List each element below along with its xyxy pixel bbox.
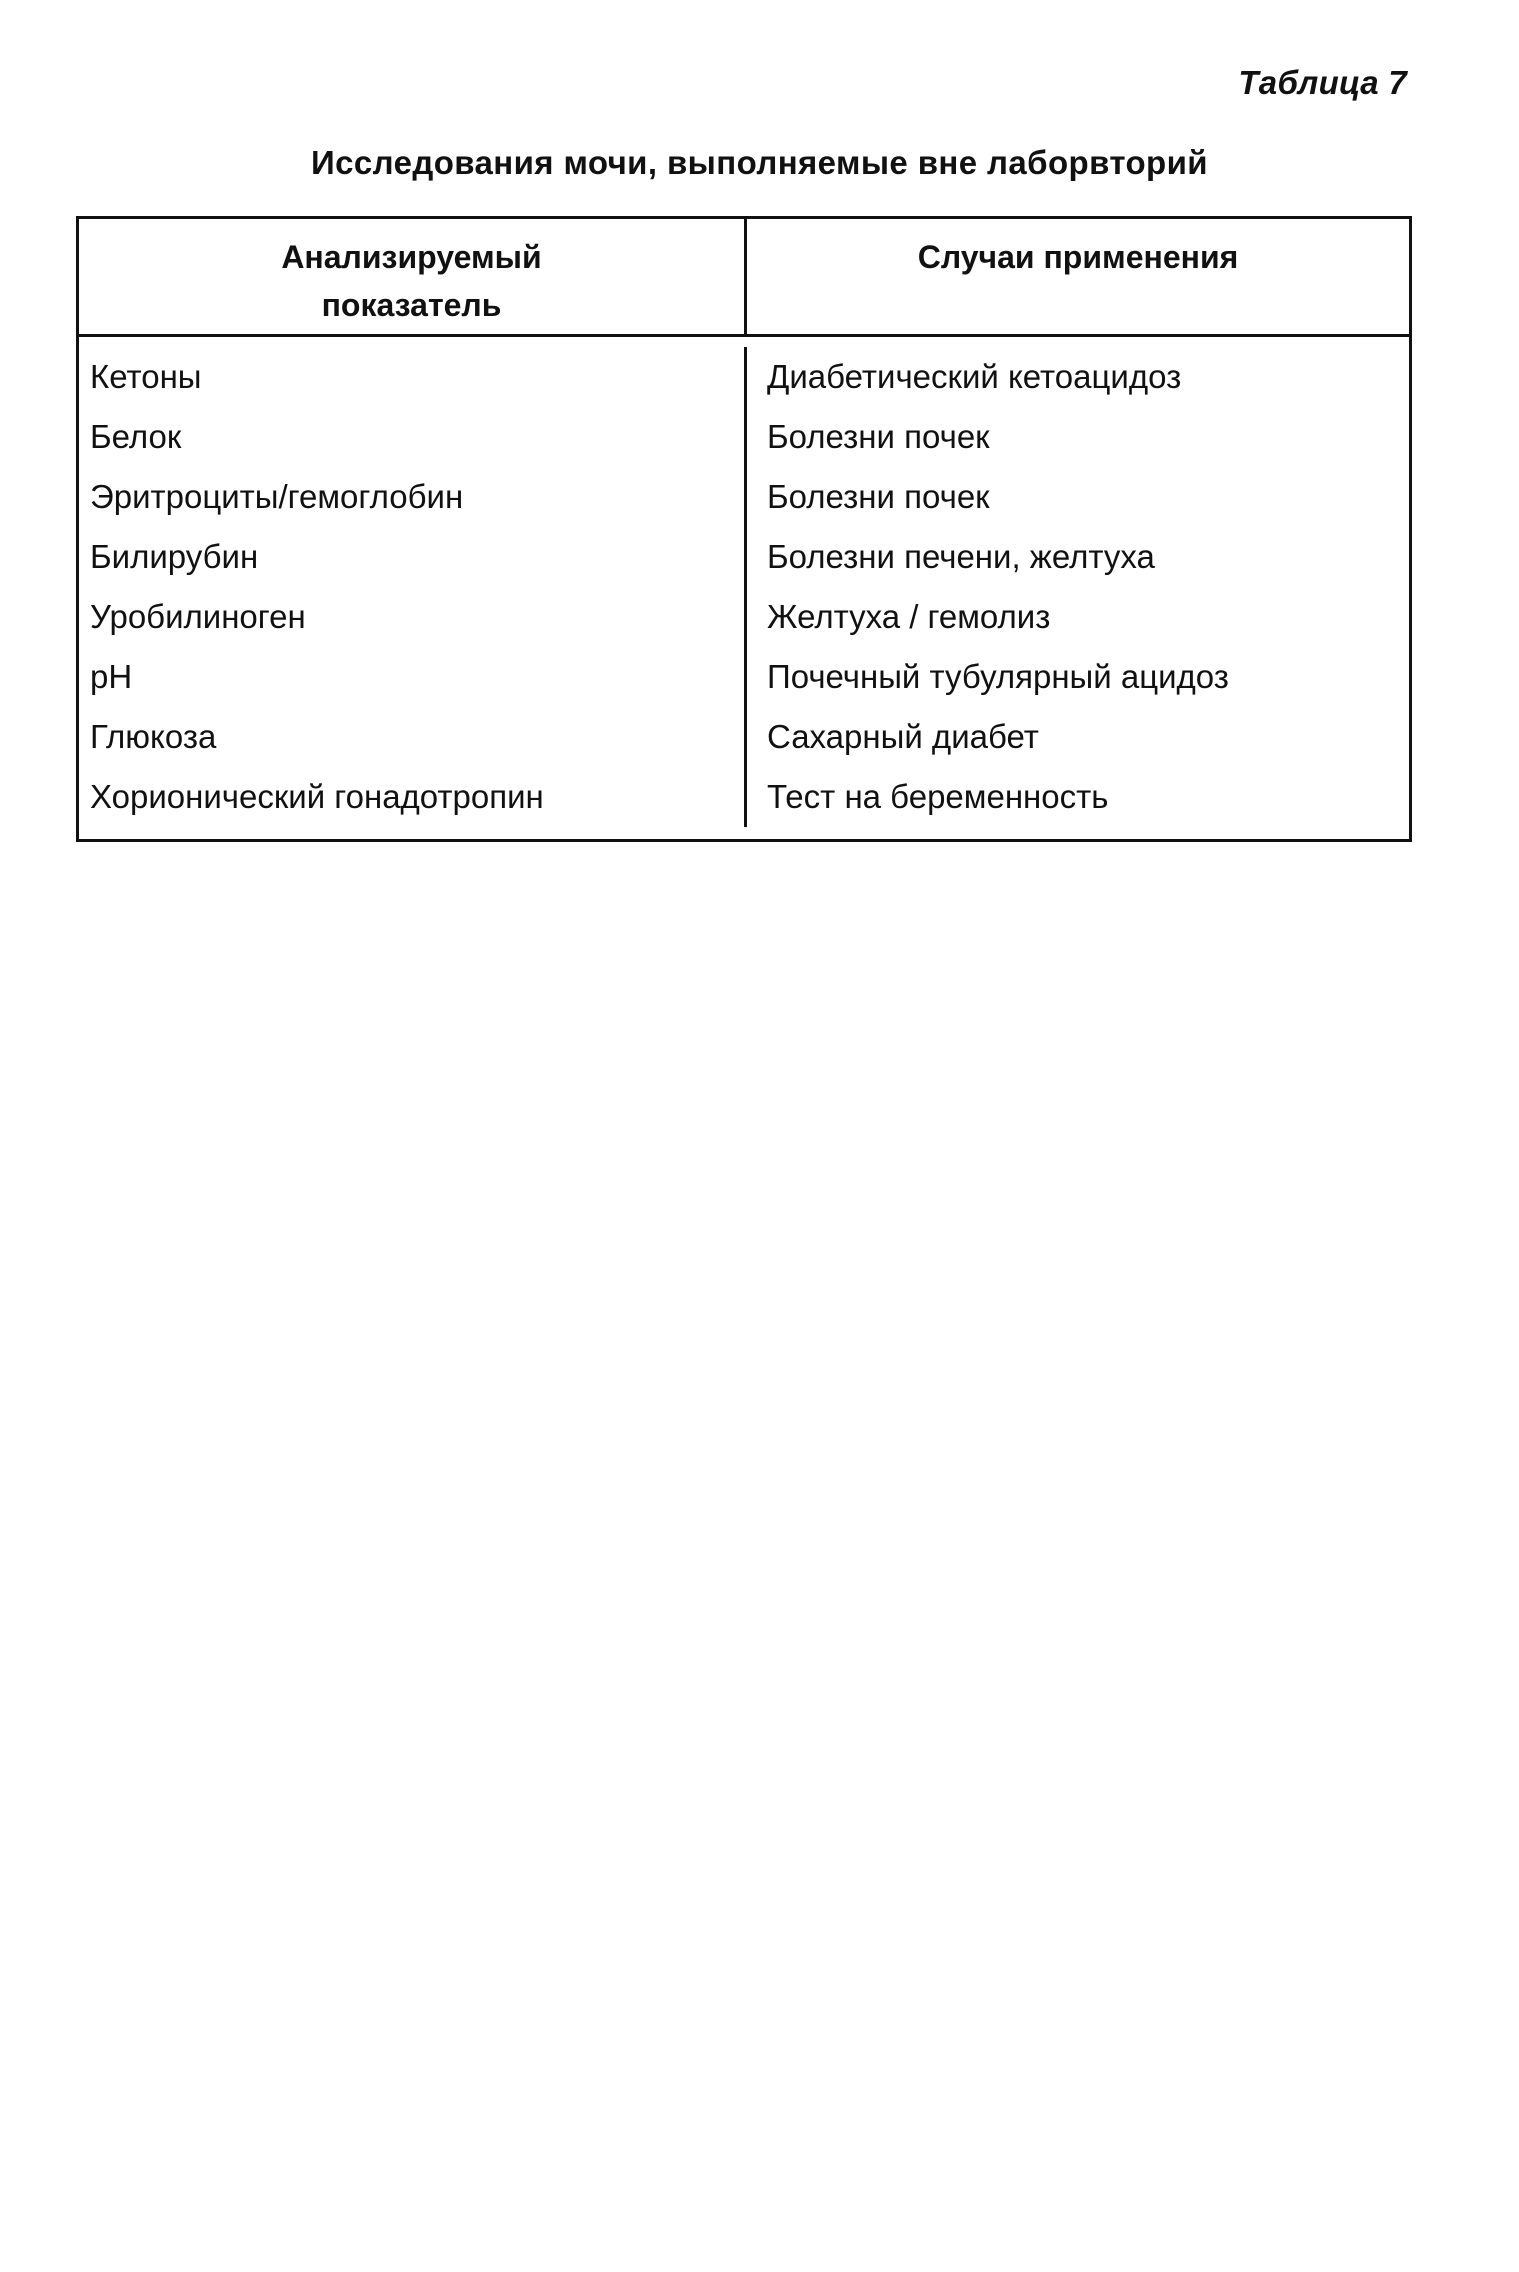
parameter-cell: Эритроциты/гемоглобин xyxy=(90,478,464,515)
application-cell: Сахарный диабет xyxy=(767,718,1039,755)
header-parameter-line2: показатель xyxy=(321,287,502,323)
parameter-cell: Билирубин xyxy=(90,538,259,575)
table-header-row xyxy=(79,219,1409,337)
header-parameter-line1: Анализируемый xyxy=(281,239,542,275)
table-body xyxy=(79,337,1409,839)
application-cell: Болезни печени, желтуха xyxy=(767,538,1155,575)
parameter-cell: Хорионический гонадотропин xyxy=(90,778,544,815)
header-application-label: Случаи применения xyxy=(917,239,1239,275)
application-cell: Тест на беременность xyxy=(767,778,1109,815)
application-cell: Желтуха / гемолиз xyxy=(767,598,1051,635)
parameter-cell: Кетоны xyxy=(90,358,202,395)
application-cell: Болезни почек xyxy=(767,418,990,455)
application-cell: Почечный тубулярный ацидоз xyxy=(767,658,1229,695)
application-cell: Диабетический кетоацидоз xyxy=(767,358,1182,395)
parameter-column xyxy=(79,347,747,827)
header-application xyxy=(747,219,1409,334)
application-cell: Болезни почек xyxy=(767,478,990,515)
parameter-cell: Белок xyxy=(90,418,182,455)
header-parameter xyxy=(79,219,747,334)
document-title: Исследования мочи, выполняемые вне лаборвторий xyxy=(311,144,1208,181)
parameter-cell: Глюкоза xyxy=(90,718,217,755)
application-column xyxy=(747,347,1409,827)
table-number: Таблица 7 xyxy=(1238,64,1407,101)
parameter-cell: Уробилиноген xyxy=(90,598,306,635)
urine-tests-table xyxy=(76,216,1412,842)
parameter-cell: pH xyxy=(90,658,133,695)
